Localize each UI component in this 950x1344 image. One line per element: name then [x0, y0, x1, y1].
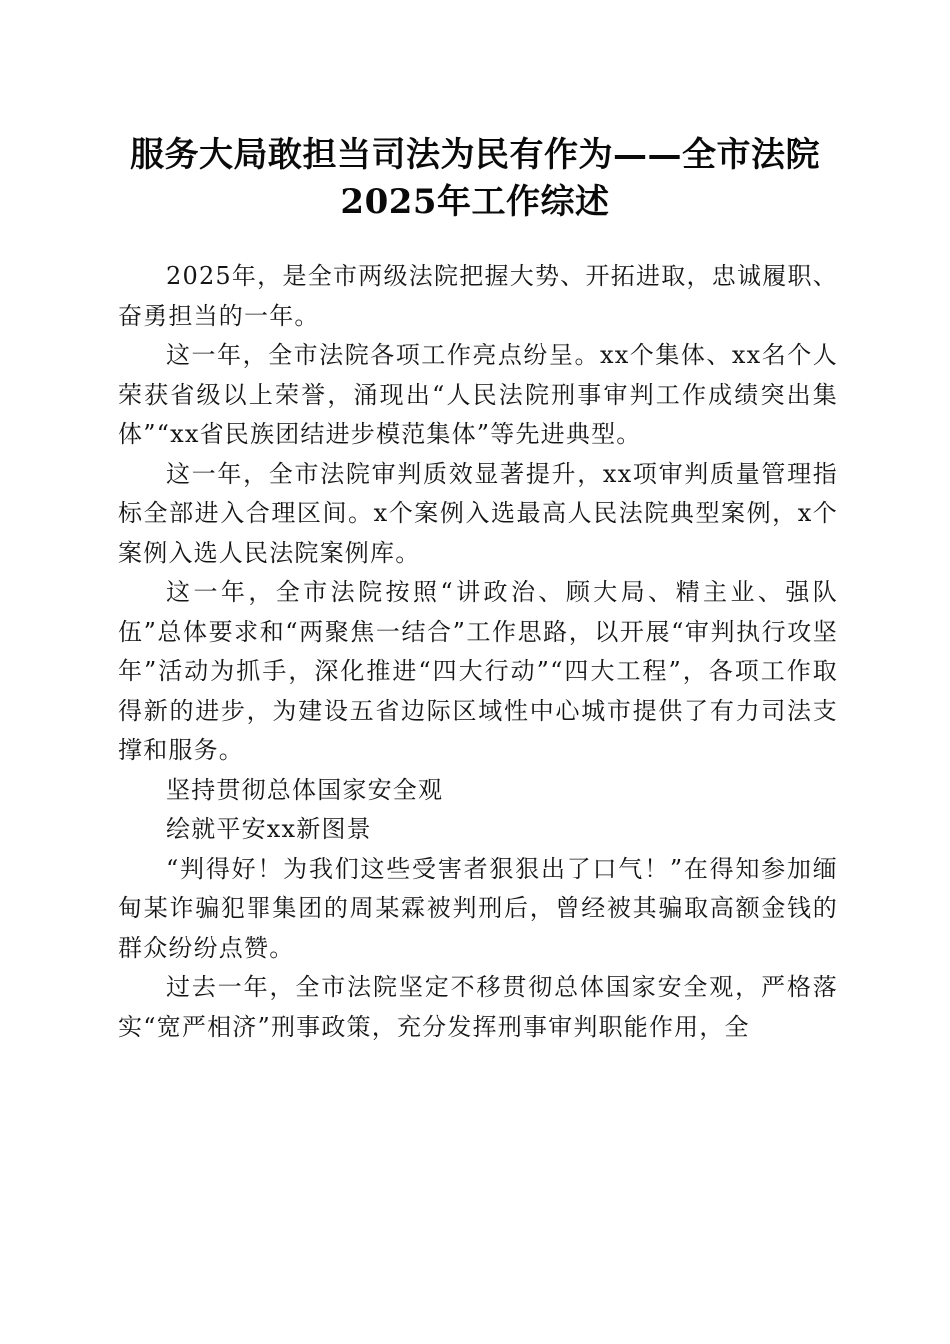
paragraph-intro: 2025年，是全市两级法院把握大势、开拓进取，忠诚履职、奋勇担当的一年。 — [118, 262, 838, 330]
document-body — [118, 257, 838, 1047]
document-title — [110, 132, 840, 226]
paragraph-past-year: 过去一年，全市法院坚定不移贯彻总体国家安全观，严格落实“宽严相济”刑事政策，充分发挥刑事审判职能作用，全 — [118, 973, 838, 1041]
paragraph-requirements: 这一年，全市法院按照“讲政治、顾大局、精主业、强队伍”总体要求和“两聚焦一结合”工作思路，以开展“审判执行攻坚年”活动为抓手，深化推进“四大行动”“四大工程”，各项工作取得新的进步，为建设五省边际区域性中心城市提供了有力司法支撑和服务。 — [118, 578, 838, 764]
paragraph-quality: 这一年，全市法院审判质效显著提升，xx项审判质量管理指标全部进入合理区间。x个案例入选最高人民法院典型案例，x个案例入选人民法院案例库。 — [118, 459, 838, 567]
title-line-2: 2025年工作综述 — [340, 182, 610, 222]
section-heading-line-1: 坚持贯彻总体国家安全观 — [166, 775, 444, 804]
paragraph-honors: 这一年，全市法院各项工作亮点纷呈。xx个集体、xx名个人荣获省级以上荣誉，涌现出“人民法院刑事审判工作成绩突出集体”“xx省民族团结进步模范集体”等先进典型。 — [118, 341, 838, 448]
title-line-1: 服务大局敢担当司法为民有作为——全市法院 — [130, 135, 820, 175]
paragraph-quote: “判得好！为我们这些受害者狠狠出了口气！”在得知参加缅甸某诈骗犯罪集团的周某霖被判刑后，曾经被其骗取高额金钱的群众纷纷点赞。 — [118, 854, 838, 962]
section-heading-line-2: 绘就平安xx新图景 — [166, 815, 372, 843]
